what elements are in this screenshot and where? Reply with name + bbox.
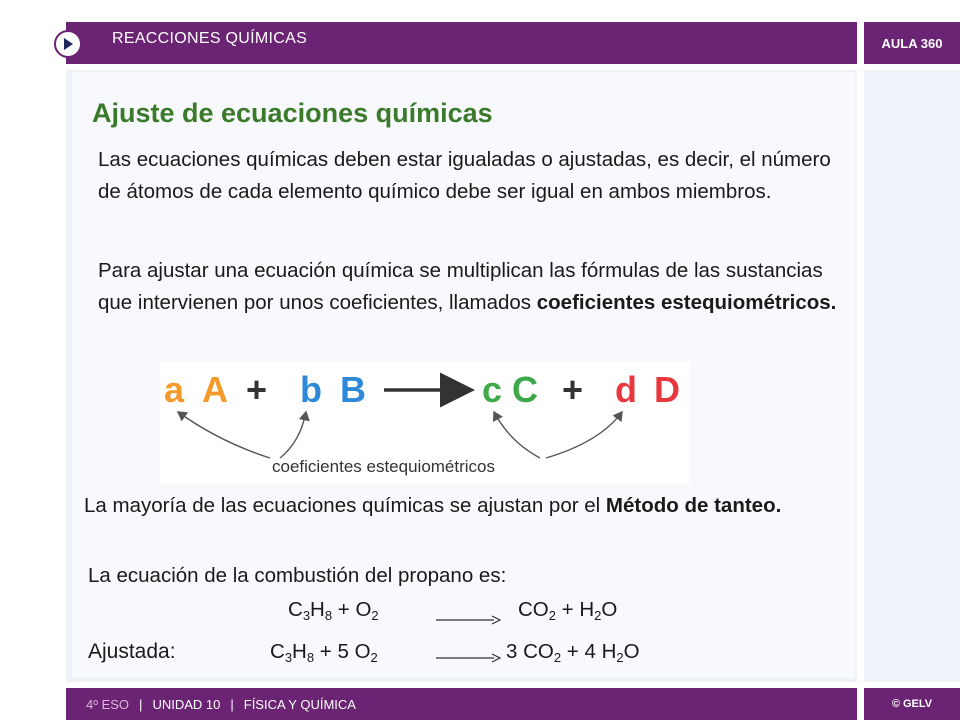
paragraph-3-text: La mayoría de las ecuaciones químicas se ajustan por el xyxy=(84,494,606,517)
pointer-c xyxy=(494,412,540,458)
eq2-r-plus: + 4 xyxy=(561,640,602,663)
plus-1: + xyxy=(246,369,268,410)
species-B: B xyxy=(340,369,366,410)
eq2-rh: H xyxy=(601,640,617,663)
coef-c: c xyxy=(482,369,503,410)
footer-subject: FÍSICA Y QUÍMICA xyxy=(243,696,356,712)
eq2-ro: O xyxy=(623,640,640,663)
species-D: D xyxy=(654,369,680,410)
equation-2-reactants xyxy=(270,640,378,665)
paragraph-4: La ecuación de la combustión del propano es: xyxy=(88,564,507,587)
equation-1-reactants xyxy=(288,598,379,623)
section-title: REACCIONES QUÍMICAS xyxy=(112,30,308,47)
paragraph-1: Las ecuaciones químicas deben estar igualadas o ajustadas, es decir, el número de átomos de cada elemento químico debe ser igual en ambos miembros. xyxy=(98,148,831,203)
eq2-plus: + 5 xyxy=(314,640,355,663)
eq1-c-sub: 3 xyxy=(302,608,311,623)
coef-d: d xyxy=(615,369,637,410)
plus-2: + xyxy=(562,369,584,410)
coef-b: b xyxy=(300,369,322,410)
eq1-h: H xyxy=(310,598,325,621)
eq2-o-sub: 2 xyxy=(370,650,378,665)
eq1-plus: + xyxy=(332,598,356,621)
eq1-r-plus: + xyxy=(555,598,580,621)
eq1-o: O xyxy=(355,598,372,621)
equation-2-arrow xyxy=(436,650,502,666)
eq1-ro: O xyxy=(601,598,618,621)
paragraph-2-bold: coeficientes estequiométricos. xyxy=(536,291,837,314)
paragraph-2 xyxy=(98,255,838,319)
coefficients-diagram xyxy=(160,362,690,484)
eq2-r-pre: 3 xyxy=(506,640,524,663)
footer-bar xyxy=(66,688,857,720)
species-A: A xyxy=(202,369,228,410)
eq1-c: C xyxy=(288,598,303,621)
footer-copyright: © GELV xyxy=(864,688,960,720)
eq2-rh-sub: 2 xyxy=(616,650,624,665)
paragraph-3-bold: Método de tanteo. xyxy=(605,494,782,517)
pointer-d xyxy=(546,412,622,458)
eq1-h-sub: 8 xyxy=(324,608,333,623)
footer-unit: UNIDAD 10 xyxy=(152,696,221,712)
eq1-co-sub: 2 xyxy=(548,608,556,623)
footer-separator-1: | xyxy=(139,696,143,712)
eq2-h-sub: 8 xyxy=(306,650,315,665)
equation-2-products xyxy=(506,640,640,665)
play-glyph xyxy=(61,37,75,51)
eq1-rh-sub: 2 xyxy=(594,608,602,623)
pointer-a xyxy=(178,412,270,458)
coef-a: a xyxy=(164,369,185,410)
footer-separator-2: | xyxy=(230,696,234,712)
play-icon[interactable] xyxy=(54,30,82,58)
paragraph-3 xyxy=(84,490,844,522)
equation-1-products xyxy=(518,598,617,623)
side-panel xyxy=(864,70,960,682)
coefficients-diagram-svg xyxy=(160,362,690,484)
species-C: C xyxy=(512,369,538,410)
paragraph-2-text: Para ajustar una ecuación química se multiplican las fórmulas de las sustancias que intervienen por unos coeficientes, llamados xyxy=(98,259,823,314)
eq1-rh: H xyxy=(579,598,595,621)
eq1-co: CO xyxy=(518,598,549,621)
eq2-h: H xyxy=(292,640,307,663)
equation-1-arrow xyxy=(436,612,502,628)
balanced-label: Ajustada: xyxy=(88,640,176,663)
eq2-c-sub: 3 xyxy=(284,650,293,665)
eq2-co: CO xyxy=(523,640,554,663)
eq2-co-sub: 2 xyxy=(553,650,562,665)
pointer-b xyxy=(280,412,306,458)
aula-badge: AULA 360 xyxy=(864,22,960,64)
coefficients-caption: coeficientes estequiométricos xyxy=(272,457,496,476)
eq2-c: C xyxy=(270,640,285,663)
eq1-o-sub: 2 xyxy=(371,608,379,623)
slide-title: Ajuste de ecuaciones químicas xyxy=(92,98,493,128)
footer-course: 4º ESO xyxy=(86,696,130,712)
eq2-o: O xyxy=(354,640,371,663)
